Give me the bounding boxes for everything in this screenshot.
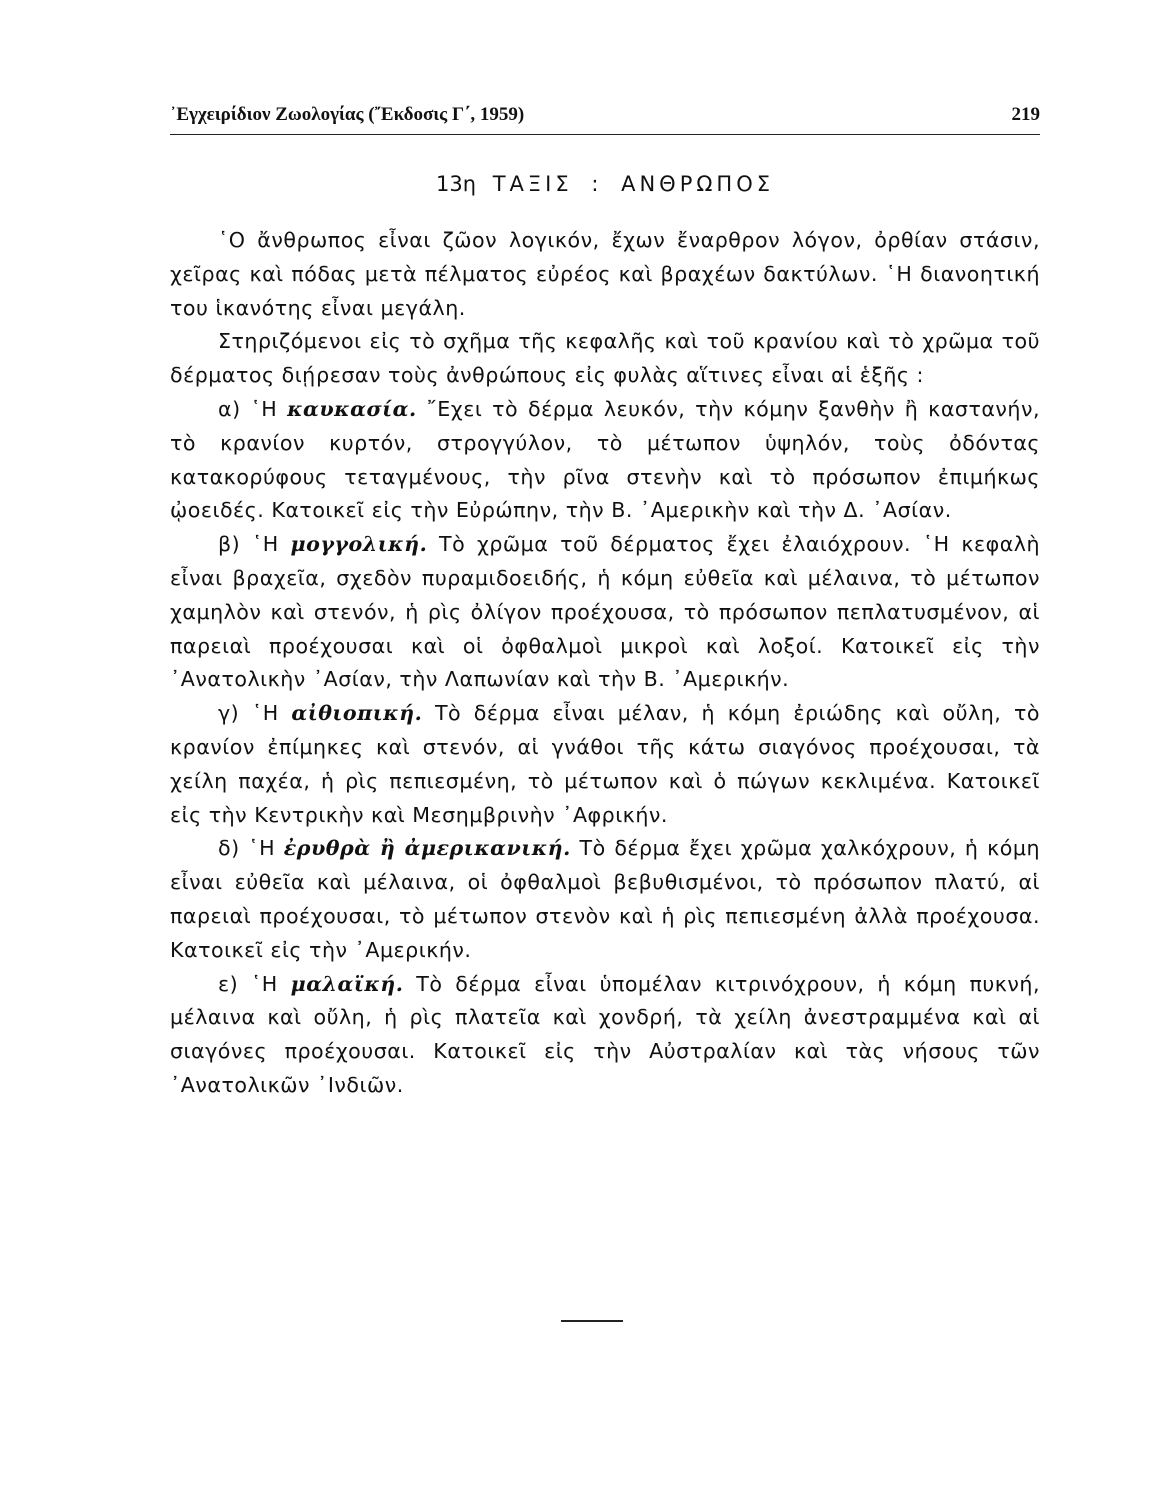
chapter-number: 13η — [435, 172, 477, 196]
race-description: Τὸ δέρμα εἶναι μέλαν, ἡ κόμη ἐριώδης καὶ οὔλη, τὸ κρανίον ἐπίμηκες καὶ στενόν, αἱ γνάθοι τῆς κάτω σιαγόνος προέχουσαι, τὰ χείλη παχέα, ἡ ρὶς πεπιεσμένη, τὸ μέτωπον καὶ ὁ πώγων κεκλιμένα. Κατοικεῖ εἰς τὴν Κεντρικὴν καὶ Μεσημβρινὴν ᾿Αφρικήν. — [170, 701, 1040, 827]
body-text — [170, 224, 1040, 1103]
race-description: Τὸ δέρμα ἔχει χρῶμα χαλκόχρουν, ἡ κόμη εἶναι εὐθεῖα καὶ μέλαινα, οἱ ὀφθαλμοὶ βεβυθισμένοι, τὸ πρόσωπον πλατύ, αἱ παρειαὶ προέχουσαι, τὸ μέτωπον στενὸν καὶ ἡ ρὶς πεπιεσμένη ἀλλὰ προέχουσα. Κατοικεῖ εἰς τὴν ᾿Αμερικήν. — [170, 836, 1041, 962]
chapter-separator: : — [591, 172, 603, 196]
end-rule — [561, 1320, 623, 1322]
running-header — [170, 98, 1040, 135]
race-name: καυκασία. — [287, 396, 417, 421]
intro-paragraph: Στηριζόμενοι εἰς τὸ σχῆμα τῆς κεφαλῆς καὶ τοῦ κρανίου καὶ τὸ χρῶμα τοῦ δέρματος διῄρεσαν τοὺς ἀνθρώπους εἰς φυλὰς αἵτινες εἶναι αἱ ἑξῆς : — [170, 329, 1040, 388]
race-prefix: γ) ῾Η — [218, 701, 279, 726]
race-paragraph-ethiopian — [170, 697, 1040, 832]
race-description: Τὸ χρῶμα τοῦ δέρματος ἔχει ἐλαιόχρουν. ῾Η κεφαλὴ εἶναι βραχεῖα, σχεδὸν πυραμιδοειδής, ἡ κόμη εὐθεῖα καὶ μέλαινα, τὸ μέτωπον χαμηλὸν καὶ στενόν, ἡ ρὶς ὀλίγον προέχουσα, τὸ πρόσωπον πεπλατυσμένον, αἱ παρειαὶ προέχουσαι καὶ οἱ ὀφθαλμοὶ μικροὶ καὶ λοξοί. Κατοικεῖ εἰς τὴν ᾿Ανατολικὴν ᾿Ασίαν, τὴν Λαπωνίαν καὶ τὴν Β. ᾿Αμερικήν. — [170, 532, 1041, 692]
race-description: Τὸ δέρμα εἶναι ὑπομέλαν κιτρινόχρουν, ἡ κόμη πυκνή, μέλαινα καὶ οὔλη, ἡ ρὶς πλατεῖα καὶ χονδρή, τὰ χείλη ἀνεστραμμένα καὶ αἱ σιαγόνες προέχουσαι. Κατοικεῖ εἰς τὴν Αὐστραλίαν καὶ τὰς νήσους τῶν ᾿Ανατολικῶν ᾿Ινδιῶν. — [170, 971, 1041, 1097]
race-paragraph-malay — [170, 968, 1040, 1103]
race-prefix: β) ῾Η — [218, 532, 279, 557]
chapter-name: ΑΝΘΡΩΠΟΣ — [621, 172, 774, 196]
race-description: ῎Εχει τὸ δέρμα λευκόν, τὴν κόμην ξανθὴν ἢ καστανήν, τὸ κρανίον κυρτόν, στρογγύλον, τὸ μέτωπον ὑψηλόν, τοὺς ὀδόντας κατακορύφους τεταγμένους, τὴν ρῖνα στενὴν καὶ τὸ πρόσωπον ἐπιμήκως ᾠοειδές. Κατοικεῖ εἰς τὴν Εὐρώπην, τὴν Β. ᾿Αμερικὴν καὶ τὴν Δ. ᾿Ασίαν. — [170, 396, 1041, 523]
race-prefix: α) ῾Η — [218, 396, 278, 421]
race-name: αἰθιοπική. — [291, 701, 423, 726]
chapter-label: ΤΑΞΙΣ — [492, 172, 573, 196]
race-name: μαλαϊκή. — [290, 971, 404, 996]
page-number: 219 — [1011, 104, 1040, 125]
race-prefix: δ) ῾Η — [218, 836, 276, 861]
race-prefix: ε) ῾Η — [218, 971, 278, 996]
chapter-title — [170, 172, 1040, 196]
race-paragraph-american — [170, 832, 1040, 967]
race-paragraph-caucasian — [170, 393, 1040, 528]
intro-paragraph: ῾Ο ἄνθρωπος εἶναι ζῶον λογικόν, ἔχων ἔναρθρον λόγον, ὀρθίαν στάσιν, χεῖρας καὶ πόδας μετὰ πέλματος εὐρέος καὶ βραχέων δακτύλων. ῾Η διανοητική του ἱκανότης εἶναι μεγάλη. — [170, 228, 1040, 320]
race-paragraph-mongolian — [170, 528, 1040, 697]
race-name: ἐρυθρὰ ἢ ἀμερικανική. — [283, 836, 571, 861]
race-name: μογγολική. — [290, 532, 428, 557]
book-title: ᾿Εγχειρίδιον Ζωολογίας (῎Εκδοσις Γ΄, 1959) — [170, 104, 525, 125]
